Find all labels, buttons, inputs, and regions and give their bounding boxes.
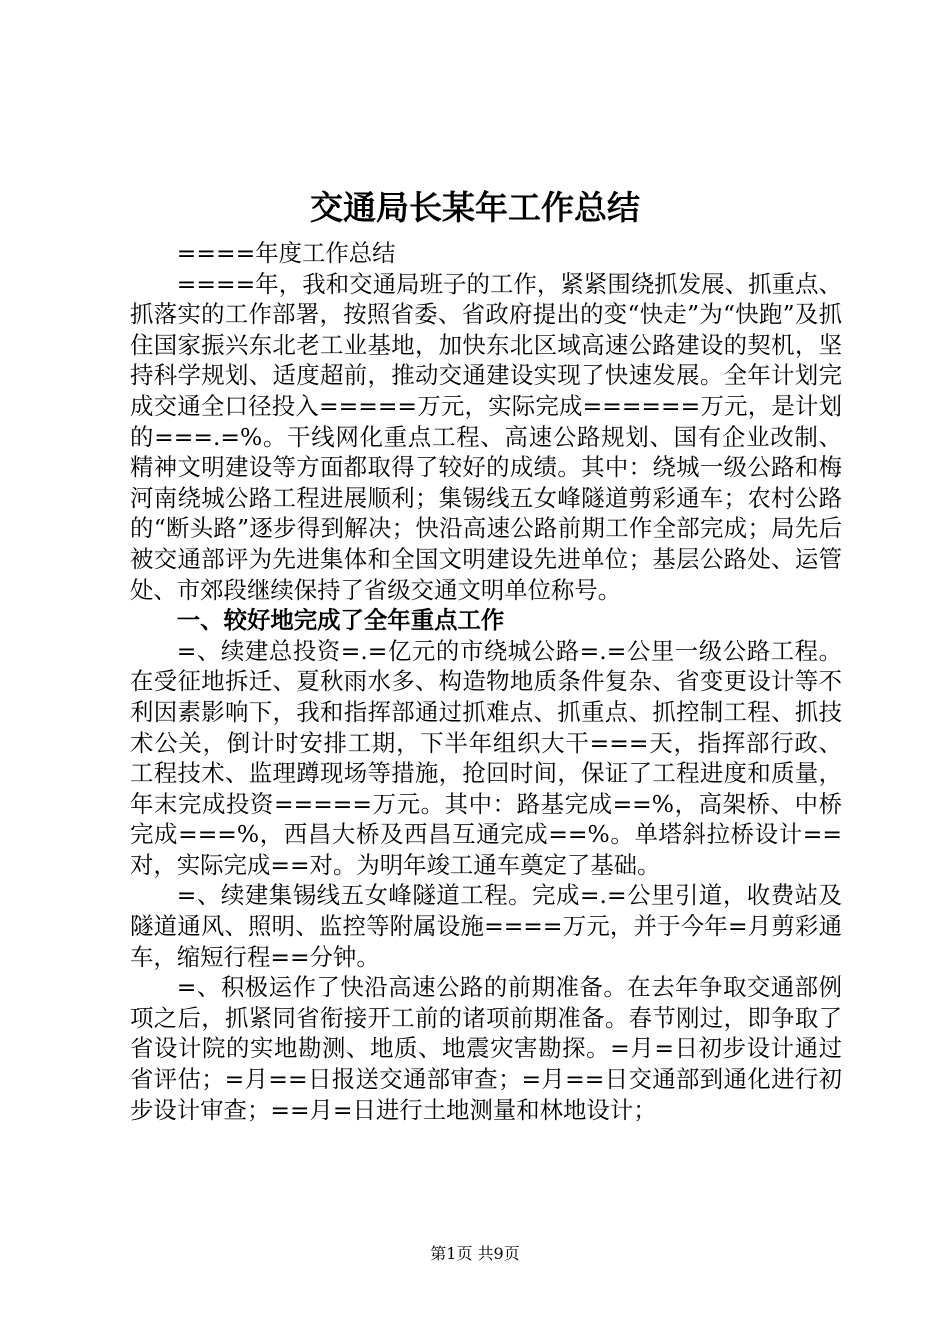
body-paragraph-3: =、积极运作了快沿高速公路的前期准备。在去年争取交通部例项之后，抓紧同省衔接开工前的诸项前期准备。春节刚过，即争取了省设计院的实地勘测、地质、地震灾害勘探。=月=日初步设计通过省评估；=月==日报送交通部审查；=月==日交通部到通化进行初步设计审查；==月=日进行土地测量和林地设计； bbox=[130, 973, 842, 1124]
intro-paragraph: ====年，我和交通局班子的工作，紧紧围绕抓发展、抓重点、抓落实的工作部署，按照省委、省政府提出的变“快走”为“快跑”及抓住国家振兴东北老工业基地，加快东北区域高速公路建设的契机，坚持科学规划、适度超前，推动交通建设实现了快速发展。全年计划完成交通全口径投入=====万元，实际完成======万元，是计划的===.=%。干线网化重点工程、高速公路规划、国有企业改制、精神文明建设等方面都取得了较好的成绩。其中：绕城一级公路和梅河南绕城公路工程进展顺利；集锡线五女峰隧道剪彩通车；农村公路的“断头路”逐步得到解决；快沿高速公路前期工作全部完成；局先后被交通部评为先进集体和全国文明建设先进单位；基层公路处、运管处、市郊段继续保持了省级交通文明单位称号。 bbox=[130, 269, 842, 604]
subtitle-paragraph: ====年度工作总结 bbox=[176, 239, 396, 267]
page-number-footer: 第1页 共9页 bbox=[430, 1244, 520, 1263]
section-heading: 一、较好地完成了全年重点工作 bbox=[176, 606, 505, 635]
document-body bbox=[130, 238, 842, 1125]
body-paragraph-2: =、续建集锡线五女峰隧道工程。完成=.=公里引道，收费站及隧道通风、照明、监控等附属设施====万元，并于今年=月剪彩通车，缩短行程==分钟。 bbox=[130, 881, 842, 971]
body-paragraph-1: =、续建总投资=.=亿元的市绕城公路=.=公里一级公路工程。在受征地拆迁、夏秋雨水多、构造物地质条件复杂、省变更设计等不利因素影响下，我和指挥部通过抓难点、抓重点、抓控制工程、抓技术公关，倒计时安排工期，下半年组织大干===天，指挥部行政、工程技术、监理蹲现场等措施，抢回时间，保证了工程进度和质量，年末完成投资=====万元。其中：路基完成==%，高架桥、中桥完成===%，西昌大桥及西昌互通完成==%。单塔斜拉桥设计==对，实际完成==对。为明年竣工通车奠定了基础。 bbox=[130, 636, 842, 879]
document-title: 交通局长某年工作总结 bbox=[310, 188, 640, 227]
